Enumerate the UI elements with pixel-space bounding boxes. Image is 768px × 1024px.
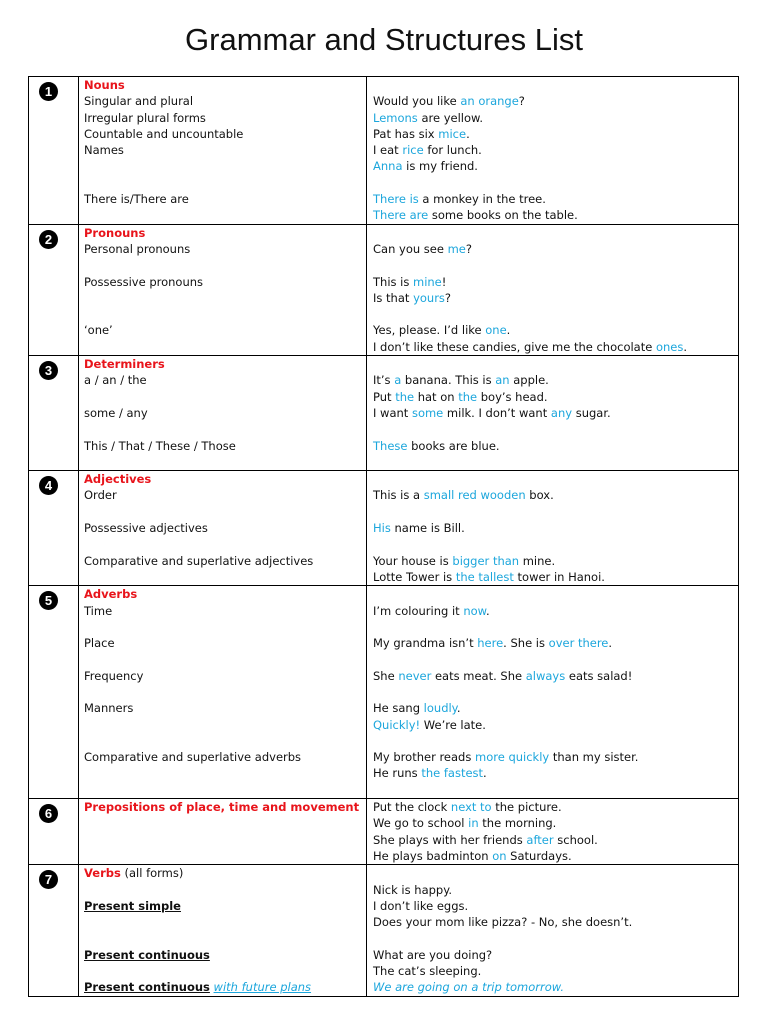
section-number-badge: 3	[39, 361, 58, 380]
section-number-badge: 2	[39, 230, 58, 249]
section-number-badge: 7	[39, 870, 58, 889]
text-segment: Frequency	[84, 668, 144, 683]
text-segment: the	[395, 389, 415, 404]
right-line	[373, 339, 738, 355]
text-segment: any	[550, 405, 573, 420]
text-segment: Quickly!	[373, 717, 421, 732]
left-line	[84, 175, 366, 191]
text-segment: What are you doing?	[373, 947, 493, 962]
text-segment: here	[477, 636, 504, 651]
text-segment: There are	[373, 208, 429, 223]
text-segment: on	[492, 848, 507, 863]
left-line	[84, 290, 366, 306]
left-line	[84, 898, 366, 914]
text-segment: tower in Hanoi.	[513, 569, 605, 584]
text-segment: Possessive pronouns	[84, 274, 204, 289]
text-segment: over there	[548, 636, 609, 651]
text-segment: Singular and plural	[84, 94, 194, 109]
right-line	[373, 290, 738, 306]
text-segment: Yes, please. I’d like	[373, 323, 486, 338]
section-number-cell	[29, 586, 79, 799]
text-segment: for lunch.	[423, 143, 482, 158]
right-line	[373, 257, 738, 273]
text-segment: I’m colouring it	[373, 603, 464, 618]
example-cell	[367, 224, 739, 355]
text-segment: an	[495, 373, 510, 388]
text-segment: I want	[373, 405, 412, 420]
right-line	[373, 586, 738, 602]
left-line	[84, 372, 366, 388]
right-line	[373, 684, 738, 700]
topic-cell	[79, 586, 367, 799]
right-line	[373, 421, 738, 437]
text-segment: He plays badminton	[373, 848, 493, 863]
left-line	[84, 274, 366, 290]
text-segment: Time	[84, 603, 113, 618]
text-segment: This is	[373, 274, 413, 289]
section-number-cell	[29, 77, 79, 225]
text-segment: mine	[413, 274, 442, 289]
text-segment: in	[468, 816, 479, 831]
section-number-badge: 5	[39, 591, 58, 610]
right-line	[373, 749, 738, 765]
left-line	[84, 668, 366, 684]
right-line	[373, 668, 738, 684]
right-line	[373, 619, 738, 635]
text-segment: school.	[553, 832, 598, 847]
left-line	[84, 651, 366, 667]
text-segment: loudly	[423, 701, 457, 716]
section-number-badge: 6	[39, 804, 58, 823]
left-line	[84, 603, 366, 619]
left-line	[84, 110, 366, 126]
left-line	[84, 207, 366, 223]
section-row	[29, 799, 739, 865]
text-segment: the morning.	[478, 816, 557, 831]
left-line	[84, 635, 366, 651]
text-segment: mice	[438, 126, 467, 141]
left-line	[84, 504, 366, 520]
text-segment: box.	[525, 488, 554, 503]
left-line	[84, 979, 366, 995]
section-heading: Pronouns	[84, 225, 146, 240]
right-line	[373, 635, 738, 651]
right-line	[373, 487, 738, 503]
topic-cell	[79, 471, 367, 586]
left-line	[84, 454, 366, 470]
section-heading: Nouns	[84, 78, 125, 92]
text-segment: a monkey in the tree.	[418, 192, 546, 207]
text-segment: Saturdays.	[506, 848, 572, 863]
text-segment: Names	[84, 143, 124, 158]
text-segment: books are blue.	[407, 438, 500, 453]
right-line	[373, 848, 738, 864]
text-segment: Does your mom like pizza? - No, she doesn’t.	[373, 915, 633, 930]
text-segment: a / an / the	[84, 373, 147, 388]
text-segment: This / That / These / Those	[84, 438, 236, 453]
section-row	[29, 865, 739, 996]
section-row	[29, 586, 739, 799]
text-segment: boy’s head.	[477, 389, 548, 404]
text-segment: Present continuous	[84, 947, 210, 962]
text-segment: !	[441, 274, 447, 289]
right-line	[373, 110, 738, 126]
section-number-badge: 1	[39, 82, 58, 101]
left-line	[84, 569, 366, 585]
section-heading: Adjectives	[84, 472, 152, 487]
example-cell	[367, 471, 739, 586]
section-row	[29, 471, 739, 586]
text-segment: Would you like	[373, 94, 461, 109]
right-line	[373, 979, 738, 995]
text-segment: .	[608, 636, 613, 651]
section-row	[29, 77, 739, 225]
text-segment: the fastest	[421, 766, 484, 781]
text-segment: Possessive adjectives	[84, 521, 208, 536]
left-line	[84, 322, 366, 338]
text-segment: There is	[373, 192, 419, 207]
left-line	[84, 700, 366, 716]
text-segment: .	[483, 766, 487, 781]
text-segment: The cat’s sleeping.	[373, 964, 482, 979]
right-line	[373, 553, 738, 569]
text-segment: sugar.	[572, 405, 611, 420]
right-line	[373, 241, 738, 257]
left-line	[84, 438, 366, 454]
example-cell	[367, 77, 739, 225]
left-line	[84, 471, 366, 487]
text-segment: There is/There are	[84, 192, 189, 207]
text-segment: milk. I don’t want	[443, 405, 551, 420]
right-line	[373, 520, 738, 536]
left-line	[84, 191, 366, 207]
text-segment: I eat	[373, 143, 403, 158]
left-line	[84, 241, 366, 257]
right-line	[373, 306, 738, 322]
text-segment: Order	[84, 488, 117, 503]
left-line	[84, 765, 366, 781]
right-line	[373, 914, 738, 930]
right-line	[373, 225, 738, 241]
text-segment: Irregular plural forms	[84, 110, 206, 125]
left-line	[84, 947, 366, 963]
left-line	[84, 257, 366, 273]
text-segment: small red wooden	[423, 488, 526, 503]
left-line	[84, 356, 366, 372]
topic-cell	[79, 865, 367, 996]
right-line	[373, 158, 738, 174]
right-line	[373, 504, 738, 520]
text-segment: . She is	[503, 636, 549, 651]
text-segment: It’s	[373, 373, 395, 388]
left-line	[84, 586, 366, 602]
text-segment: .	[683, 339, 688, 354]
example-cell	[367, 356, 739, 471]
topic-cell	[79, 799, 367, 865]
left-line	[84, 306, 366, 322]
left-line	[84, 487, 366, 503]
right-line	[373, 865, 738, 881]
right-line	[373, 651, 738, 667]
right-line	[373, 142, 738, 158]
left-line	[84, 930, 366, 946]
text-segment: some / any	[84, 405, 148, 420]
right-line	[373, 782, 738, 798]
text-segment: the	[458, 389, 478, 404]
text-segment: .	[456, 701, 461, 716]
text-segment: Comparative and superlative adjectives	[84, 553, 314, 568]
text-segment: always	[525, 668, 566, 683]
text-segment: (all forms)	[120, 866, 184, 881]
text-segment: Anna	[373, 159, 403, 174]
text-segment: .	[466, 126, 470, 141]
left-line	[84, 421, 366, 437]
right-line	[373, 274, 738, 290]
topic-cell	[79, 224, 367, 355]
right-line	[373, 77, 738, 93]
left-line	[84, 142, 366, 158]
example-cell	[367, 586, 739, 799]
right-line	[373, 569, 738, 585]
left-line	[84, 865, 366, 881]
left-line	[84, 536, 366, 552]
right-line	[373, 356, 738, 372]
right-line	[373, 603, 738, 619]
section-row	[29, 356, 739, 471]
section-number-cell	[29, 865, 79, 996]
left-line	[84, 799, 366, 815]
text-segment: after	[526, 832, 554, 847]
text-segment: Present continuous	[84, 980, 210, 995]
grammar-table-body	[29, 77, 739, 997]
text-segment: now	[463, 603, 486, 618]
right-line	[373, 963, 738, 979]
text-segment: This is a	[373, 488, 424, 503]
right-line	[373, 882, 738, 898]
right-line	[373, 207, 738, 223]
text-segment: We go to school	[373, 816, 469, 831]
text-segment: rice	[402, 143, 424, 158]
topic-cell	[79, 356, 367, 471]
left-line	[84, 815, 366, 831]
page-title: Grammar and Structures List	[185, 22, 583, 57]
right-line	[373, 322, 738, 338]
text-segment: never	[398, 668, 432, 683]
text-segment: She	[373, 668, 399, 683]
left-line	[84, 77, 366, 93]
left-line	[84, 225, 366, 241]
text-segment: yours	[413, 290, 445, 305]
right-line	[373, 898, 738, 914]
text-segment: bigger than	[452, 553, 520, 568]
right-line	[373, 438, 738, 454]
text-segment: hat on	[414, 389, 459, 404]
section-heading: Determiners	[84, 357, 165, 372]
left-line	[84, 733, 366, 749]
text-segment: some books on the table.	[428, 208, 578, 223]
right-line	[373, 389, 738, 405]
text-segment: a	[394, 373, 402, 388]
right-line	[373, 930, 738, 946]
text-segment: Place	[84, 636, 115, 651]
text-segment: ‘one’	[84, 323, 113, 338]
text-segment: ?	[465, 241, 472, 256]
text-segment: mine.	[519, 553, 556, 568]
text-segment: My brother reads	[373, 750, 475, 765]
text-segment: Lemons	[373, 110, 418, 125]
right-line	[373, 536, 738, 552]
left-line	[84, 520, 366, 536]
text-segment: next to	[450, 800, 492, 815]
left-line	[84, 684, 366, 700]
text-segment: ?	[444, 290, 452, 305]
text-segment: some	[411, 405, 444, 420]
text-segment: Personal pronouns	[84, 241, 191, 256]
text-segment: I don’t like these candies, give me the chocolate	[373, 339, 656, 354]
text-segment: Present simple	[84, 898, 181, 913]
right-line	[373, 700, 738, 716]
text-segment: ?	[518, 94, 525, 109]
text-segment: She plays with her friends	[373, 832, 527, 847]
text-segment: He sang	[373, 701, 424, 716]
text-segment: banana. This is	[401, 373, 496, 388]
text-segment: These	[373, 438, 408, 453]
right-line	[373, 454, 738, 470]
right-line	[373, 815, 738, 831]
text-segment: apple.	[509, 373, 549, 388]
text-segment: than my sister.	[549, 750, 639, 765]
left-line	[84, 832, 366, 848]
text-segment: Your house is	[373, 553, 453, 568]
text-segment: Put	[373, 389, 396, 404]
text-segment: Put the clock	[373, 800, 451, 815]
example-cell	[367, 799, 739, 865]
section-number-cell	[29, 799, 79, 865]
text-segment: Comparative and superlative adverbs	[84, 750, 302, 765]
text-segment: He runs	[373, 766, 422, 781]
right-line	[373, 717, 738, 733]
text-segment: Is that	[373, 290, 414, 305]
right-line	[373, 93, 738, 109]
text-segment: is my friend.	[402, 159, 478, 174]
right-line	[373, 799, 738, 815]
text-segment: ones	[655, 339, 684, 354]
right-line	[373, 832, 738, 848]
left-line	[84, 882, 366, 898]
text-segment: Nick is happy.	[373, 882, 453, 897]
example-cell	[367, 865, 739, 996]
section-row	[29, 224, 739, 355]
text-segment: .	[486, 603, 490, 618]
left-line	[84, 717, 366, 733]
left-line	[84, 782, 366, 798]
text-segment: Pat has six	[373, 126, 439, 141]
section-number-cell	[29, 356, 79, 471]
text-segment: We’re late.	[420, 717, 486, 732]
left-line	[84, 749, 366, 765]
text-segment: Manners	[84, 701, 134, 716]
text-segment: .	[506, 323, 511, 338]
right-line	[373, 471, 738, 487]
left-line	[84, 339, 366, 355]
text-segment: the tallest	[455, 569, 514, 584]
right-line	[373, 372, 738, 388]
right-line	[373, 733, 738, 749]
section-number-badge: 4	[39, 476, 58, 495]
right-line	[373, 175, 738, 191]
topic-cell	[79, 77, 367, 225]
text-segment: Lotte Tower is	[373, 569, 456, 584]
text-segment: eats meat. She	[431, 668, 526, 683]
section-heading: Verbs	[84, 866, 121, 881]
left-line	[84, 914, 366, 930]
section-heading: Adverbs	[84, 587, 138, 602]
text-segment: more quickly	[475, 750, 550, 765]
text-segment: with future plans	[213, 980, 312, 995]
text-segment: I don’t like eggs.	[373, 898, 469, 913]
text-segment: We are going on a trip tomorrow.	[373, 980, 565, 995]
text-segment: the picture.	[491, 800, 562, 815]
text-segment: name is Bill.	[390, 521, 465, 536]
left-line	[84, 848, 366, 864]
text-segment: His	[373, 521, 391, 536]
left-line	[84, 963, 366, 979]
left-line	[84, 389, 366, 405]
text-segment: My grandma isn’t	[373, 636, 478, 651]
text-segment: me	[447, 241, 466, 256]
right-line	[373, 765, 738, 781]
text-segment: Countable and uncountable	[84, 126, 244, 141]
left-line	[84, 405, 366, 421]
left-line	[84, 619, 366, 635]
text-segment: one	[485, 323, 507, 338]
left-line	[84, 126, 366, 142]
text-segment: an orange	[460, 94, 519, 109]
right-line	[373, 405, 738, 421]
section-number-cell	[29, 224, 79, 355]
left-line	[84, 93, 366, 109]
right-line	[373, 126, 738, 142]
section-heading: Prepositions of place, time and movement	[84, 800, 360, 815]
right-line	[373, 947, 738, 963]
grammar-table	[28, 76, 739, 997]
left-line	[84, 553, 366, 569]
left-line	[84, 158, 366, 174]
right-line	[373, 191, 738, 207]
text-segment: eats salad!	[565, 668, 633, 683]
text-segment: Can you see	[373, 241, 448, 256]
text-segment: are yellow.	[417, 110, 484, 125]
section-number-cell	[29, 471, 79, 586]
